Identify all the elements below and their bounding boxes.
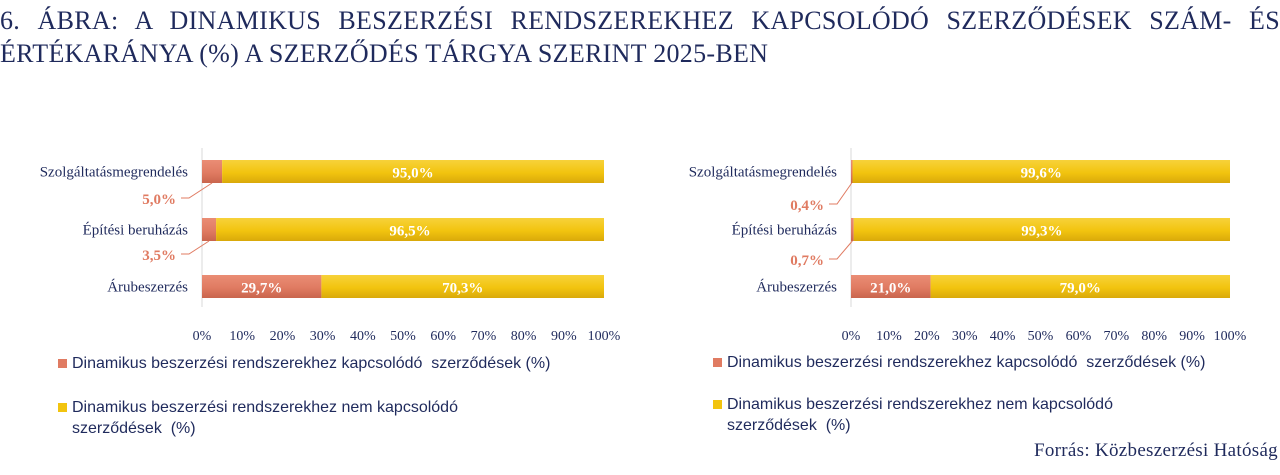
figure-title-line-1: 6. ÁBRA: A DINAMIKUS BESZERZÉSI RENDSZEREKHEZ KAPCSOLÓDÓ SZERZŐDÉSEK SZÁM- ÉS — [0, 6, 1280, 35]
legend-label-not-related-line1: Dinamikus beszerzési rendszerekhez nem kapcsolódó — [72, 399, 458, 416]
x-tick-label: 70% — [470, 329, 497, 344]
x-tick-label: 30% — [309, 329, 336, 344]
legend-swatch-related — [713, 358, 722, 367]
data-label-related: 21,0% — [870, 280, 912, 297]
category-label: Szolgáltatásmegrendelés — [39, 164, 188, 181]
legend-label-not-related-line1: Dinamikus beszerzési rendszerekhez nem kapcsolódó — [727, 396, 1113, 413]
data-label-not-related: 79,0% — [1059, 280, 1101, 297]
data-label-not-related: 96,5% — [389, 223, 431, 240]
legend-left — [58, 353, 618, 443]
data-label-related: 3,5% — [142, 248, 176, 264]
x-tick-label: 100% — [1213, 329, 1247, 344]
x-tick-label: 100% — [587, 329, 621, 344]
chart-left — [40, 148, 621, 344]
legend-label-related: Dinamikus beszerzési rendszerekhez kapcsolódó szerződések (%) — [72, 355, 551, 372]
legend-label-not-related-line2: szerződések (%) — [727, 417, 851, 434]
data-label-not-related: 95,0% — [392, 165, 434, 182]
x-tick-label: 60% — [430, 329, 457, 344]
x-tick-label: 90% — [1179, 329, 1205, 344]
legend-label-not-related-line2: szerződések (%) — [72, 420, 196, 437]
leader-line — [181, 241, 209, 254]
category-label: Építési beruházás — [731, 222, 837, 239]
leader-line — [181, 183, 212, 198]
category-label: Szolgáltatásmegrendelés — [688, 164, 837, 181]
category-label: Építési beruházás — [82, 222, 188, 239]
x-tick-label: 0% — [192, 329, 212, 344]
chart-right — [689, 148, 1247, 344]
data-label-related: 5,0% — [142, 192, 176, 208]
data-label-related: 29,7% — [241, 280, 283, 297]
legend-swatch-related — [58, 359, 67, 368]
x-tick-label: 20% — [913, 329, 940, 344]
x-tick-label: 80% — [1141, 329, 1168, 344]
x-tick-label: 80% — [510, 329, 537, 344]
data-label-related: 0,4% — [790, 198, 824, 214]
bar-related — [202, 160, 222, 183]
x-tick-label: 20% — [269, 329, 296, 344]
x-tick-label: 60% — [1065, 329, 1092, 344]
x-tick-label: 50% — [1027, 329, 1054, 344]
leader-line — [829, 183, 852, 204]
x-tick-label: 50% — [390, 329, 416, 344]
bar-related — [851, 160, 853, 183]
x-tick-label: 10% — [876, 329, 902, 344]
bar-related — [851, 218, 854, 241]
bar-related — [202, 218, 216, 241]
data-label-not-related: 99,3% — [1021, 223, 1063, 240]
x-tick-label: 30% — [951, 329, 978, 344]
source-note: Forrás: Közbeszerzési Hatóság — [1033, 440, 1278, 461]
data-label-not-related: 99,6% — [1020, 165, 1062, 182]
legend-right — [713, 352, 1273, 442]
figure-title-line-2: ÉRTÉKARÁNYA (%) A SZERZŐDÉS TÁRGYA SZERINT 2025-BEN — [0, 39, 769, 68]
x-tick-label: 40% — [349, 329, 376, 344]
leader-line — [829, 241, 852, 259]
x-tick-label: 90% — [550, 329, 577, 344]
data-label-not-related: 70,3% — [442, 280, 484, 297]
category-label: Árubeszerzés — [107, 279, 188, 296]
legend-swatch-not-related — [713, 400, 722, 409]
x-tick-label: 0% — [841, 329, 861, 344]
x-tick-label: 70% — [1103, 329, 1130, 344]
x-tick-label: 10% — [229, 329, 256, 344]
category-label: Árubeszerzés — [756, 279, 837, 296]
data-label-related: 0,7% — [790, 253, 824, 269]
x-tick-label: 40% — [989, 329, 1016, 344]
legend-swatch-not-related — [58, 403, 67, 412]
legend-label-related: Dinamikus beszerzési rendszerekhez kapcsolódó szerződések (%) — [727, 354, 1206, 371]
